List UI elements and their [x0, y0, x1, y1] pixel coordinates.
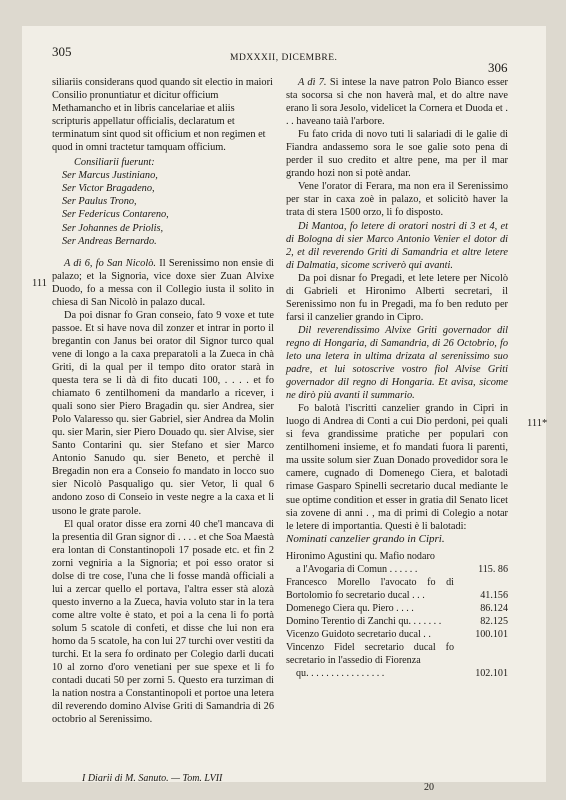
- ferara-paragraph: Vene l'orator di Ferara, ma non era il Serenissimo per star in caxa zoè in palazo, et solicitò haver la trata di stera 1500 orzo, li fo disposto.: [286, 181, 508, 219]
- griti-letter-paragraph: Dil reverendissimo Alvixe Griti governador dil regno di Hongaria, di Samandria, di 26 Octobrio, fo leto una letera in ultima drizata al serenissimo suo padre, et lui sotoscrive vostro fiol Alvise Griti governador dil regno di Hongaria. Et avisa, sicome ne dirò più avanti il summario.: [286, 324, 508, 402]
- entry-text: Il Serenissimo non ensìe di palazo; et la Signoria, vice doxe sier Zuan Alvixe Duodo, fo a messa con il Collegio iusta il solito in chiesa di San Nicolò in palazo ducal.: [52, 257, 275, 308]
- table-row: [286, 615, 508, 628]
- candidate-name: qu. . . . . . . . . . . . . . . .: [296, 668, 385, 680]
- consiliarius-name: Ser Victor Bragadeno,: [62, 183, 155, 195]
- left-margin-number: 111: [32, 278, 47, 289]
- consiliarius-name: Ser Federicus Contareno,: [62, 209, 169, 221]
- table-row: [286, 628, 508, 641]
- galie-paragraph: Fu fato crida di novo tuti li salariadi di le galie di Fiandra andassemo sora le soe galie soto pena di perder il suo credito et altre pene, ma per il mar grando hozi non si potè andar.: [286, 129, 508, 180]
- footer-citation: I Diarii di M. Sanuto. — Tom. LVII: [82, 773, 223, 784]
- right-page-number: 306: [488, 60, 508, 75]
- entry-7-paragraph: [286, 76, 508, 128]
- candidate-votes: 102.101: [475, 668, 508, 680]
- balotadi-paragraph: Fo balotà l'iscritti canzelier grando in Cipri in luogo di Andrea di Conti a cui Dio perdoni, pei quali si feva grandissime pratiche per populari con zentilhomeni insieme, et fo mandati fuora li parenti, ma ussite solum sier Zuan Donado provedidor sora le camere, cugnado di Domenego Ciera, et balotadi rimase Gasparo Spinelli secretario ducal mediante le sue optime condition et esser in gratia dil Senato licet sia zovene di anni . , ma di primi di Colegio a notar le letere di importantia. Questi è li balotadi:: [286, 403, 508, 532]
- candidate-votes: 100.101: [475, 629, 508, 641]
- candidate-name: Domino Terentio di Zanchi qu. . . . . . .: [286, 616, 442, 628]
- candidate-votes: 82.125: [480, 616, 508, 628]
- table-row: [286, 563, 508, 576]
- candidate-votes: 115. 86: [478, 563, 508, 575]
- entry-111-paragraph: [52, 257, 274, 309]
- candidate-name: Francesco Morello l'avocato fo di Bortolomio fo secretario ducal . . .: [286, 576, 454, 601]
- consiliarius-name: Ser Paulus Trono,: [62, 196, 137, 208]
- consiliarii-title: Consiliarii fuerunt:: [74, 157, 155, 169]
- candidate-name: a l'Avogaria di Comun . . . . . .: [296, 563, 418, 575]
- table-row: [286, 602, 508, 615]
- right-margin-number: 111*: [527, 418, 548, 429]
- list-title: Nominati canzelier grando in Cipri.: [286, 532, 445, 545]
- gran-conseio-paragraph: Da poi disnar fo Gran conseio, fato 9 voxe et tute passoe. Et si have nova dil zonzer et intrar in porto il bregantin con Janus bei orator dil Signor turco qual vene di longo a la caxa preparatoli a la Zueca in chà Griti, di la qual per il tempo dito orator starà in questa tera se li dà di fito ducati 100, . . . . et fo chiamato 6 zentilhomeni da mandarlo a ricever, i quali sono sier Piero Bragadin qu. sier Andrea, sier Polo Valaresso qu. sier Gabriel, sier Andrea da Molin qu. sier Marin, sier Piero Douado qu. sier Alvise, sier Santo Contarini qu. sier Stefano et sier Marco Antonio Sanudo qu. sier Beneto, et perchè il Bregadin non era a Conseio fo mandato in locco suo sier Nicolò Pasqualigo qu. sier Vetor, li qual 6 andono zoso di Conseio in veste negre a la caxa et li usono le grate parole.: [52, 309, 274, 517]
- consiliarius-name: Ser Marcus Justiniano,: [62, 170, 158, 182]
- intro-paragraph: siliariis considerans quod quando sit electio in maiori Consilio pronuntiatur et dicitur officium Methamancho et in libris cancelariae et aliis scripturis appellatur officialis, declaratum et terminatum sint quod sit officium et non regimen et quod in omni tractetur tamquam officium.: [52, 77, 273, 154]
- orator-paragraph: El qual orator disse era zorni 40 che'l mancava di la presentia dil Gran signor di . . . . et che Soa Maestà era lontan di Constantinopoli 17 posade etc. et fin 2 zorni vegniria a la Signoria; et poi esso orator si dolse di tre cose, l'una che li fosse mandà officiali a lui a zercar quello el portava, l'altra esser stà alozà questo inverno a la Zueca, havia voluto star in la tera come altre volte è stato, et poi a la cena li fo portà solum 5 scatole di confeti, et disse che lui non era homo da 5 scatole, ha con lui 27 turchi over vestiti da turchi. Et la sera fo ordinato per Colegio darli ducati 10 al zorno d'oro venetiani per sue spexe et li fo contadi ducati 50 per zorni 5. Questo era turziman di la nation nostra a Constantinopoli et portoe una letera dil reverendo domino Alvise Griti di Samandria di 26 octobrio al Serenissimo.: [52, 518, 274, 726]
- entry-text: Si intese la nave patron Polo Bianco esser sta socorsa si che non haverà mal, et do altre nave erano lì sora Jesolo, videlicet la Cornera et Duoda et . . . haveano taià l'arbore.: [286, 77, 509, 128]
- left-column: [52, 76, 274, 726]
- right-column: [286, 76, 508, 681]
- signature-mark: 20: [424, 782, 434, 793]
- entry-date: A dì 6, fo San Nicolò.: [64, 257, 156, 269]
- candidate-votes: 86.124: [480, 603, 508, 615]
- candidate-name: Vicenzo Guidoto secretario ducal . .: [286, 629, 431, 641]
- table-row: [286, 550, 508, 563]
- candidate-votes: [454, 641, 508, 667]
- candidate-name: Vincenzo Fidel secretario ducal fo secretario in l'assedio di Fiorenza: [286, 642, 454, 667]
- left-page-number: 305: [52, 44, 72, 59]
- candidate-votes: [454, 550, 508, 563]
- candidate-name: Hironimo Agustini qu. Mafio nodaro: [286, 550, 435, 562]
- consiliarius-name: Ser Johannes de Priolis,: [62, 222, 164, 234]
- table-row: [286, 667, 508, 680]
- consiliarius-name: Ser Andreas Bernardo.: [62, 235, 157, 247]
- table-row: [286, 641, 508, 667]
- entry-date: A dì 7.: [298, 77, 327, 88]
- candidate-name: Domenego Ciera qu. Piero . . . .: [286, 603, 414, 615]
- candidate-votes: 41.156: [480, 589, 508, 601]
- pregadi-paragraph: Da poi disnar fo Pregadi, et lete letere per Nicolò di Gabrieli et Hironimo Alberti secretari, il Serenissimo non fu in Pregadi, ma fo ben reduto per farsi il canzelier grando in Cipro.: [286, 272, 508, 323]
- consiliarii-list: [52, 169, 274, 247]
- table-row: [286, 576, 508, 602]
- candidates-table: [286, 550, 508, 681]
- running-title: MDXXXII, DICEMBRE.: [230, 53, 338, 63]
- mantoa-paragraph: Di Mantoa, fo letere di oratori nostri di 3 et 4, et di Bologna di sier Marco Antonio Venier el dotor di 2, et dil reverendo Griti di Samandria et altre letere di Dalmatia, sicome scriverò qui avanti.: [286, 220, 508, 271]
